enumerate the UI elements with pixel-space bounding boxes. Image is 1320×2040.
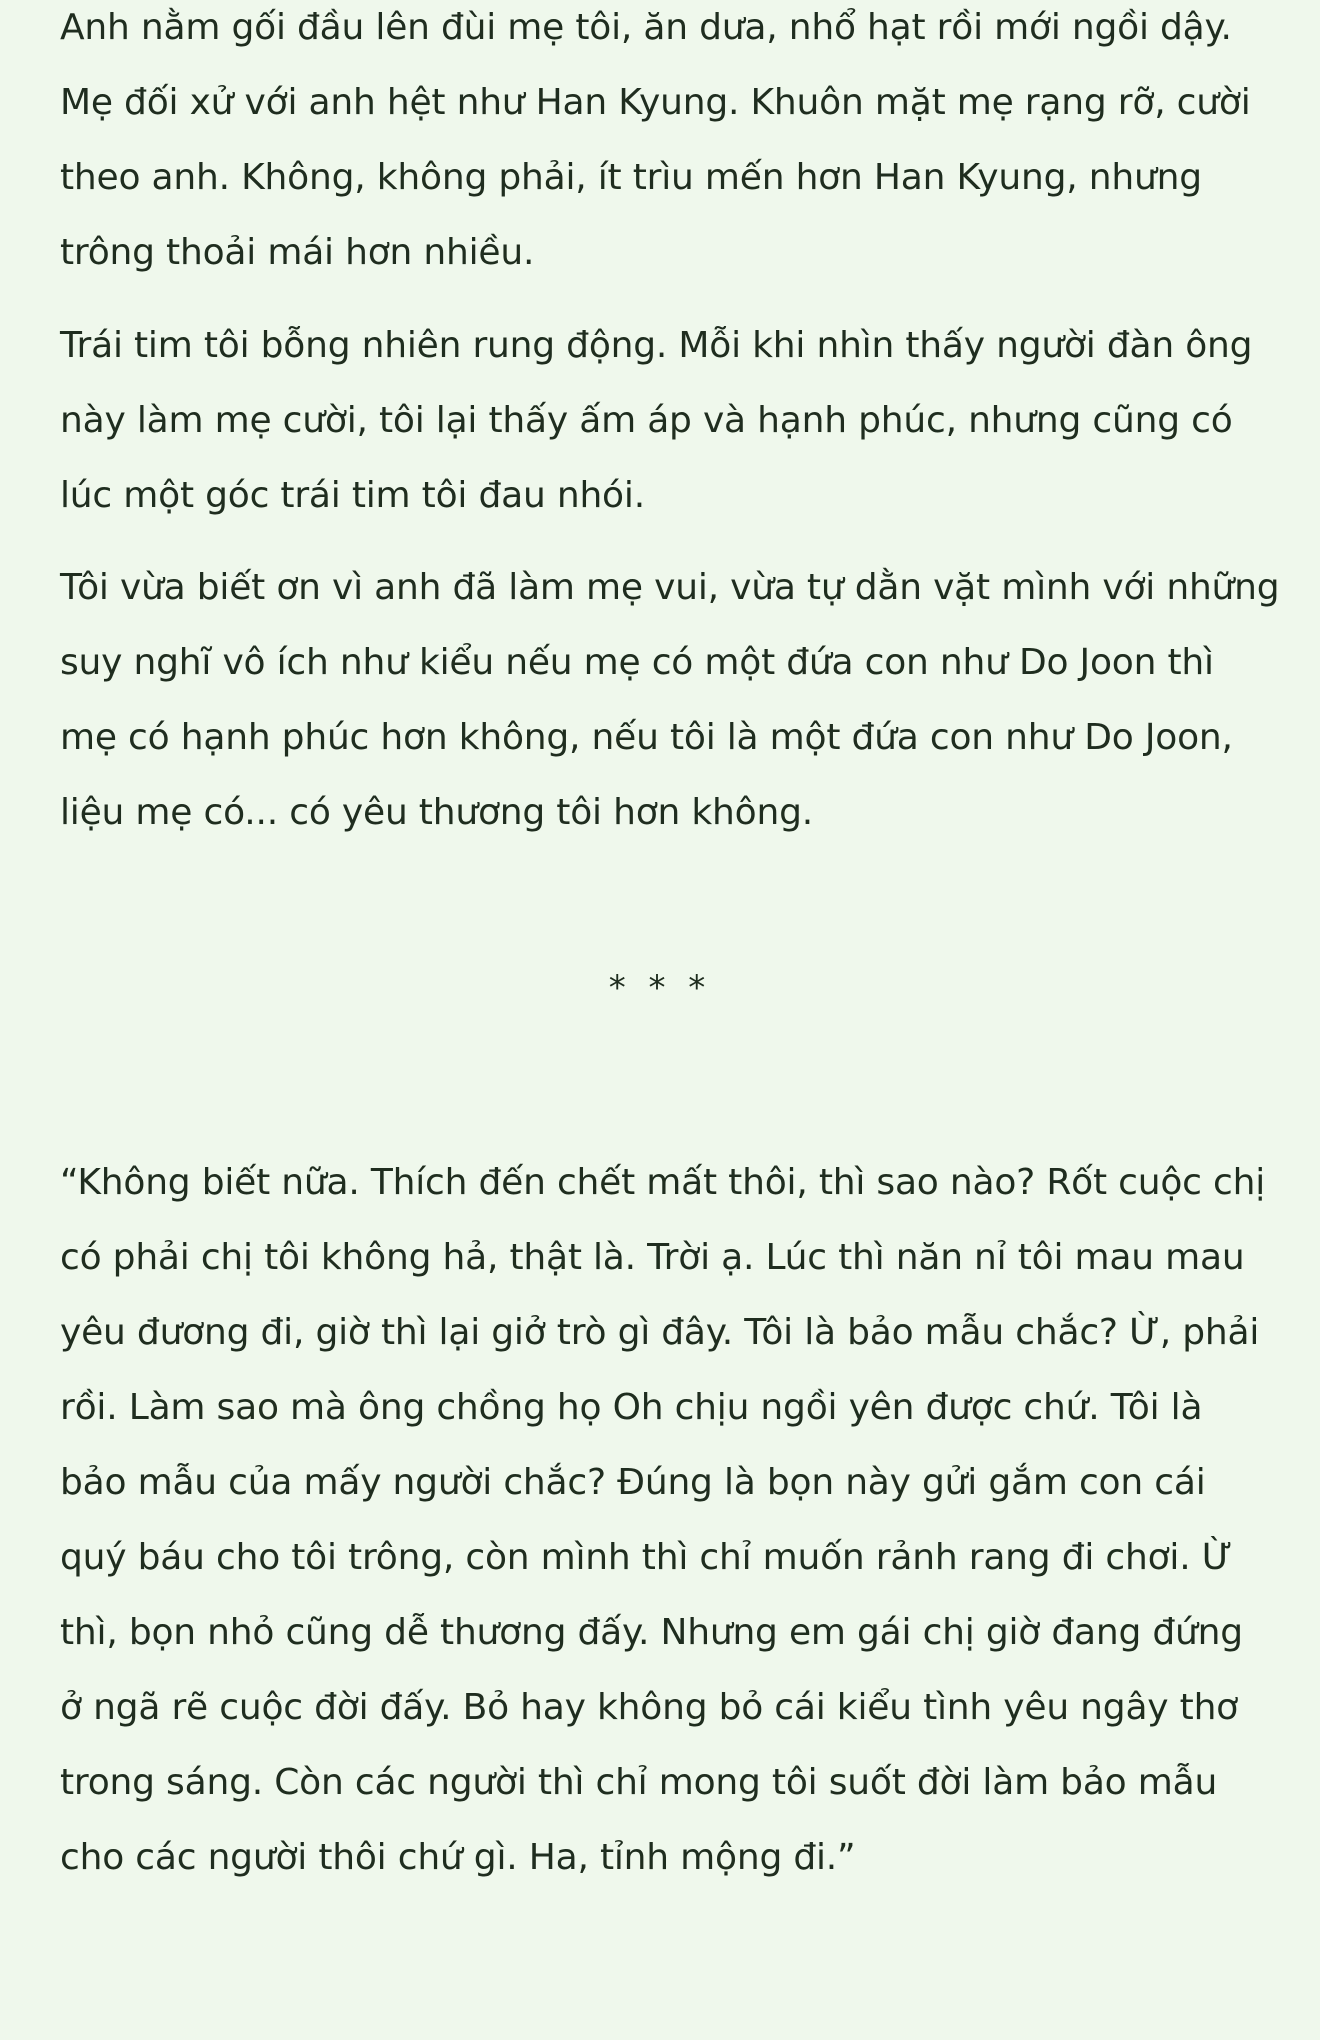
scene-separator: * * * — [608, 968, 712, 1008]
text-line: rồi. Làm sao mà ông chồng họ Oh chịu ngồi yên được chứ. Tôi là — [60, 1387, 1203, 1428]
story-paragraph — [60, 308, 1252, 533]
text-line: trông thoải mái hơn nhiều. — [60, 232, 535, 273]
text-line: theo anh. Không, không phải, ít trìu mến hơn Han Kyung, nhưng — [60, 157, 1202, 198]
text-line: Trái tim tôi bỗng nhiên rung động. Mỗi khi nhìn thấy người đàn ông — [60, 325, 1253, 366]
text-line: Mẹ đối xử với anh hệt như Han Kyung. Khuôn mặt mẹ rạng rỡ, cười — [60, 82, 1251, 123]
text-line: “Không biết nữa. Thích đến chết mất thôi, thì sao nào? Rốt cuộc chị — [60, 1162, 1266, 1203]
text-line: quý báu cho tôi trông, còn mình thì chỉ muốn rảnh rang đi chơi. Ừ — [60, 1537, 1233, 1578]
text-line: ở ngã rẽ cuộc đời đấy. Bỏ hay không bỏ cái kiểu tình yêu ngây thơ — [60, 1687, 1239, 1728]
text-line: trong sáng. Còn các người thì chỉ mong tôi suốt đời làm bảo mẫu — [60, 1762, 1218, 1803]
text-line: cho các người thôi chứ gì. Ha, tỉnh mộng đi.” — [60, 1837, 856, 1878]
text-line: thì, bọn nhỏ cũng dễ thương đấy. Nhưng em gái chị giờ đang đứng — [60, 1612, 1243, 1653]
text-line: mẹ có hạnh phúc hơn không, nếu tôi là một đứa con như Do Joon, — [60, 717, 1233, 758]
text-line: bảo mẫu của mấy người chắc? Đúng là bọn này gửi gắm con cái — [60, 1462, 1206, 1503]
text-line: suy nghĩ vô ích như kiểu nếu mẹ có một đứa con như Do Joon thì — [60, 642, 1214, 683]
story-paragraph — [60, 0, 1251, 290]
text-line: yêu đương đi, giờ thì lại giở trò gì đây. Tôi là bảo mẫu chắc? Ừ, phải — [60, 1312, 1260, 1353]
text-line: Tôi vừa biết ơn vì anh đã làm mẹ vui, vừa tự dằn vặt mình với những — [60, 567, 1280, 608]
dialogue-paragraph — [60, 1145, 1265, 1895]
story-paragraph — [60, 550, 1279, 850]
text-line: liệu mẹ có... có yêu thương tôi hơn không. — [60, 792, 813, 833]
text-line: có phải chị tôi không hả, thật là. Trời ạ. Lúc thì năn nỉ tôi mau mau — [60, 1237, 1245, 1278]
text-line: lúc một góc trái tim tôi đau nhói. — [60, 475, 645, 516]
text-line: Anh nằm gối đầu lên đùi mẹ tôi, ăn dưa, nhổ hạt rồi mới ngồi dậy. — [60, 7, 1232, 48]
text-line: này làm mẹ cười, tôi lại thấy ấm áp và hạnh phúc, nhưng cũng có — [60, 400, 1233, 441]
